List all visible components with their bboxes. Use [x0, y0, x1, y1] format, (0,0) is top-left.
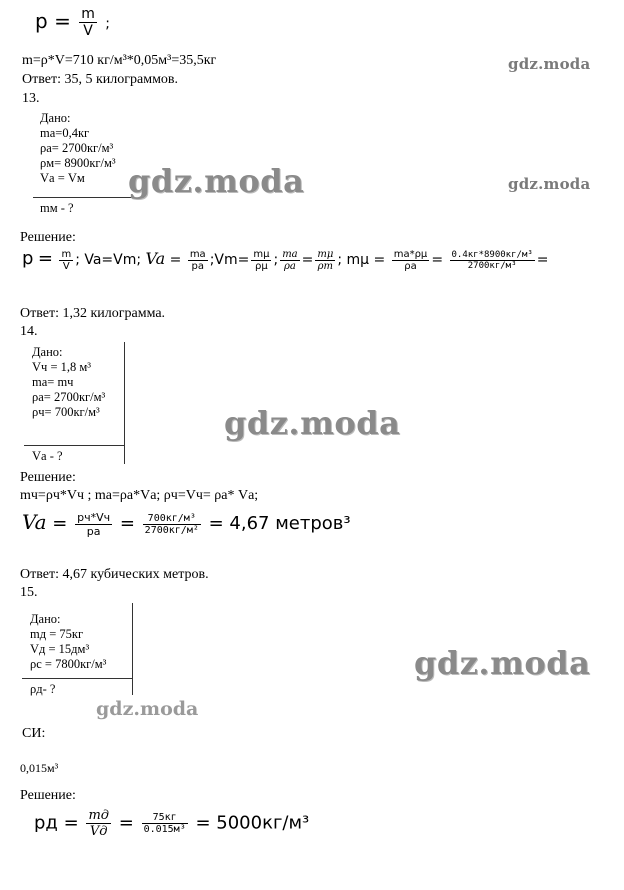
- top-answer: Ответ: 35, 5 килограммов.: [22, 72, 179, 87]
- given-title: Дано:: [30, 612, 61, 626]
- formula-fraction: [79, 6, 97, 39]
- task-number: 15.: [20, 585, 38, 600]
- task-number: 14.: [20, 324, 38, 339]
- formula-fraction: $\frac{m}{V}$: [61, 248, 72, 272]
- find-item: Vа - ?: [32, 449, 63, 463]
- given-item: ρа= 2700кг/м³: [40, 141, 114, 155]
- formula-symbol: p: [22, 248, 34, 269]
- solution-formula: Va = $\frac{pч*Vч}{pa}$ = $\frac{\text{700кг/м³}}{\text{2700кг/м²}}$ = 4,67 метров³: [22, 510, 351, 538]
- watermark: gdz.moda: [128, 162, 305, 200]
- answer: Ответ: 1,32 килограмма.: [20, 306, 166, 321]
- formula-fraction: $\frac{ma}{\rho a}$: [282, 248, 298, 272]
- formula-part: Va: [145, 249, 166, 268]
- solution-formula: pд = $\frac{mд}{Vд}$ = $\frac{75кг}{\text{0.015м³}}$ = 5000кг/м³: [34, 808, 310, 839]
- solution-line: mч=ρч*Vч ; mа=ρа*Vа; ρч=Vч= ρа* Vа;: [20, 488, 259, 503]
- formula-part: ; Va=Vm;: [75, 252, 142, 268]
- si-value: 0,015м³: [20, 761, 59, 775]
- solution-label: Решение:: [20, 470, 76, 485]
- formula-tail: ;: [105, 16, 110, 32]
- given-item: Vа = Vм: [40, 171, 85, 185]
- formula-fraction: $\frac{ma}{pa}$: [189, 248, 206, 272]
- given-block: [32, 345, 105, 420]
- formula-fraction: $\frac{\text{0.4кг*8900кг/м³}}{\text{2700кг/м³}}$: [451, 249, 533, 271]
- watermark: gdz.moda: [414, 644, 591, 682]
- answer: Ответ: 4,67 кубических метров.: [20, 567, 209, 582]
- solution-label: Решение:: [20, 230, 76, 245]
- formula-symbol: p: [35, 9, 48, 33]
- given-divider: [22, 678, 132, 679]
- formula-result: = 5000кг/м³: [195, 812, 310, 834]
- formula-fraction: $\frac{mд}{Vд}$: [88, 808, 110, 839]
- formula-fraction: $\frac{m\mu}{\rho\mu}$: [253, 248, 270, 272]
- formula-result: = 4,67 метров³: [208, 513, 351, 534]
- solution-label: Решение:: [20, 788, 76, 803]
- formula-fraction: $\frac{m\mu}{\rho m}$: [317, 248, 334, 272]
- formula-fraction: $\frac{75кг}{\text{0.015м³}}$: [143, 812, 186, 835]
- given-divider: [24, 445, 124, 446]
- given-title: Дано:: [32, 345, 63, 359]
- fraction-denominator: V: [79, 22, 97, 39]
- given-title: Дано:: [40, 111, 71, 125]
- given-item: mа=0,4кг: [40, 126, 90, 140]
- find-item: ρд- ?: [30, 682, 56, 696]
- given-item: Vд = 15дм³: [30, 642, 90, 656]
- given-item: ρс = 7800кг/м³: [30, 657, 107, 671]
- given-block: [30, 612, 106, 672]
- given-item: ρм= 8900кг/м³: [40, 156, 116, 170]
- formula-fraction: $\frac{pч*Vч}{pa}$: [77, 510, 111, 538]
- given-item: ρа= 2700кг/м³: [32, 390, 106, 404]
- formula-symbol: pд: [34, 812, 58, 834]
- given-item: ρч= 700кг/м³: [32, 405, 100, 419]
- formula-equals: =: [54, 9, 71, 33]
- find-item: mм - ?: [40, 201, 74, 215]
- formula-fraction: $\frac{\text{700кг/м³}}{\text{2700кг/м²}}$: [144, 512, 199, 536]
- formula-part: ; mμ: [337, 252, 370, 268]
- given-vertical-divider: [124, 342, 125, 464]
- top-calculation: m=ρ*V=710 кг/м³*0,05м³=35,5кг: [22, 53, 217, 68]
- formula-fraction: $\frac{ma*\rho\mu}{\rho a}$: [393, 248, 428, 272]
- top-density-formula: [35, 6, 110, 39]
- given-block: [40, 111, 116, 186]
- si-label: СИ:: [22, 726, 46, 741]
- watermark: gdz.moda: [96, 698, 199, 720]
- formula-part: Va: [22, 510, 47, 534]
- fraction-numerator: m: [81, 6, 95, 22]
- given-item: mа= mч: [32, 375, 74, 389]
- watermark: gdz.moda: [224, 404, 401, 442]
- solution-formula: p = $\frac{m}{V}$ ; Va=Vm; Va = $\frac{ma}{pa}$ ;Vm= $\frac{m\mu}{\rho\mu}$ ; $\frac{ma}{\rho a}$ = $\frac{m\mu}{\rho m}$ ; mμ = $\frac{ma*\rho\mu}{\rho a}$ = $\frac{\text{0.4кг*8900кг/м³}}{\text{2700кг/м³}}$ =: [22, 248, 549, 272]
- watermark: gdz.moda: [508, 55, 591, 73]
- given-divider: [33, 197, 135, 198]
- given-item: Vч = 1,8 м³: [32, 360, 92, 374]
- task-number: 13.: [22, 91, 40, 106]
- given-item: mд = 75кг: [30, 627, 84, 641]
- formula-part: ;Vm=: [209, 252, 250, 268]
- watermark: gdz.moda: [508, 175, 591, 193]
- given-vertical-divider: [132, 603, 133, 695]
